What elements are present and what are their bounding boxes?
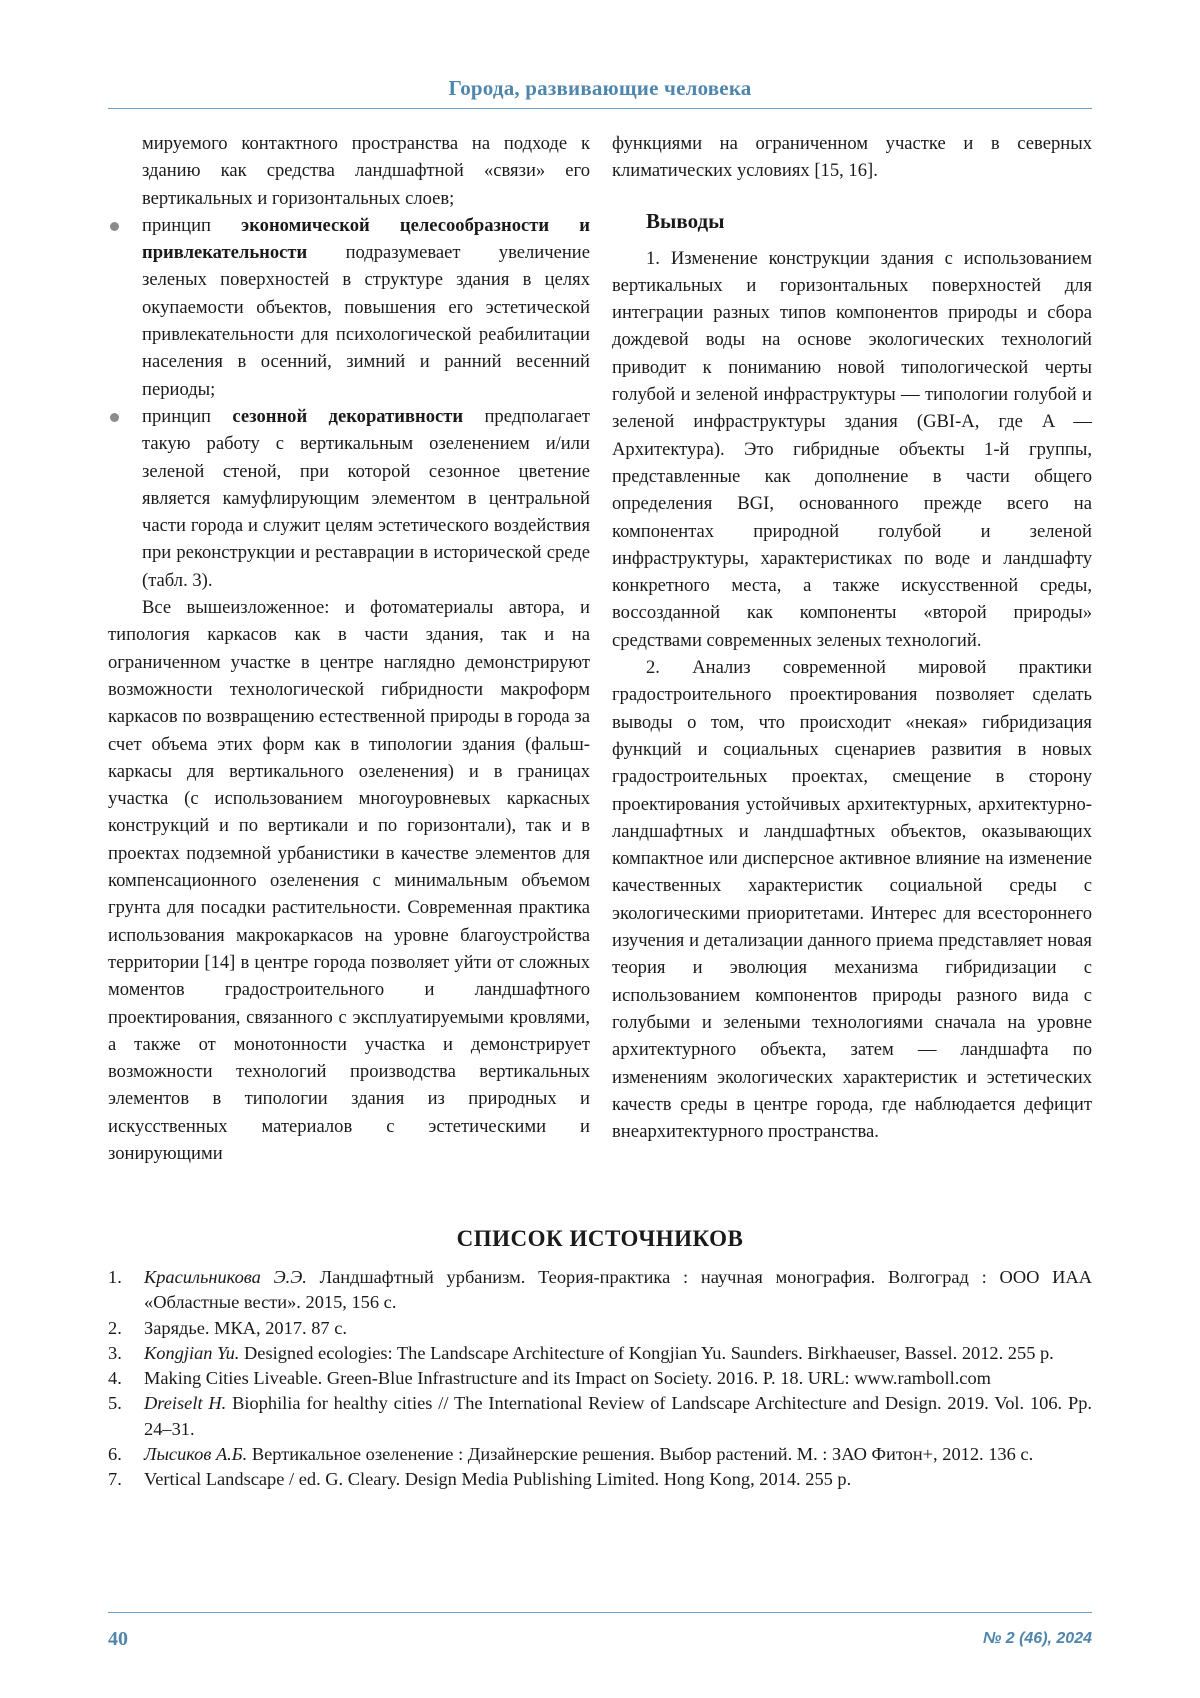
reference-text: Vertical Landscape / ed. G. Cleary. Design Media Publishing Limited. Hong Kong, 2014. 255 p. [144,1469,852,1490]
reference-text: Вертикальное озеленение : Дизайнерские решения. Выбор растений. М. : ЗАО Фитон+, 2012. 136 с. [247,1444,1034,1465]
reference-number: 2. [108,1317,122,1338]
bullet-icon [110,413,119,422]
reference-item [108,1366,1092,1391]
bullet-text: принцип [142,214,242,236]
reference-number: 3. [108,1342,122,1363]
reference-text: Biophilia for healthy cities // The International Review of Landscape Architecture and Design. 2019. Vol. 106. Pp. 24–31. [144,1393,1092,1439]
reference-item [108,1341,1092,1366]
footer-divider [108,1612,1092,1613]
body-continuation: функциями на ограниченном участке и в северных климатических условиях [15, 16]. [612,133,1092,182]
conclusion-paragraph-1: 1. Изменение конструкции здания с использованием вертикальных и горизонтальных поверхностей для интеграции разных типов компонентов природы и сбора дождевой воды на основе экологических технологий приводит к пониманию новой типологической черты голубой и зеленой инфраструктуры — типологии голубой и зеленой инфраструктуры здания (GBI-A, где A — Архитектура). Это гибридные объекты 1-й группы, представленные как дополнение в части общего определения BGI, основанного прежде всего на компонентах природной голубой и зеленой инфраструктуры, характеристиках по воде и ландшафту конкретного места, а также искусственной среды, воссозданной как компоненты «второй природы» средствами современных зеленых технологий. [612,247,1092,651]
left-column [108,130,590,1167]
reference-number: 7. [108,1469,122,1490]
issue-label: № 2 (46), 2024 [982,1630,1092,1647]
page-number: 40 [108,1628,128,1650]
conclusion-paragraph-2: 2. Анализ современной мировой практики градостроительного проектирования позволяет сделать выводы о том, что происходит «некая» гибридизация функций и социальных сценариев развития в новых градостроительных проектах, смещение в сторону проектирования устойчивых архитектурных, архитектурно-ландшафтных и ландшафтных объектов, оказывающих компактное или дисперсное активное влияние на изменение качественных характеристик социальной среды с экологическими приоритетами. Интерес для всестороннего изучения и детализации данного приема представляет новая теория и эволюция механизма гибридизации с использованием компонентов природы разного вида с голубыми и зелеными технологиями сначала на уровне архитектурного объекта, затем — ландшафта по изменениям экологических характеристик и эстетических качеств среды в центре города, где наблюдается дефицит внеархитектурного пространства. [612,657,1092,1143]
reference-item [108,1265,1092,1316]
bullet-text: принцип [142,405,233,427]
bullet-text: подразумевает увеличение зеленых поверхностей в структуре здания в целях окупаемости объектов, повышения его эстетической привлекательности для психологической реабилитации населения в осенний, зимний и ранний весенний периоды; [142,242,590,400]
reference-text: Зарядье. МКА, 2017. 87 с. [144,1317,347,1338]
reference-author: Kongjian Yu. [144,1342,240,1363]
reference-item [108,1467,1092,1492]
reference-text: Making Cities Liveable. Green-Blue Infrastructure and its Impact on Society. 2016. P. 18. URL: www.ramboll.com [144,1368,991,1389]
bullet-continuation: мируемого контактного пространства на подходе к зданию как средства ландшафтной «связи» его вертикальных и горизонтальных слоев; [142,133,590,209]
reference-author: Лысиков А.Б. [144,1444,248,1465]
reference-number: 5. [108,1393,122,1414]
body-paragraph: Все вышеизложенное: и фотоматериалы автора, и типология каркасов как в части здания, так и на ограниченном участке в центре наглядно демонстрируют возможности технологической гибридности макроформ каркасов по возвращению естественной природы в города за счет объема этих форм как в типологии здания (фальш-каркасы для вертикального озеленения) и в границах участка (с использованием многоуровневых каркасных конструкций и по вертикали и по горизонтали), так и в проектах подземной урбанистики в качестве элементов для компенсационного озеленения с минимальным объемом грунта для посадки растительности. Современная практика использования макрокаркасов на уровне благоустройства территории [14] в центре города позволяет уйти от сложных моментов градостроительного и ландшафтного проектирования, связанного с эксплуатируемыми кровлями, а также от монотонности участка и демонстрирует возможности технологий производства вертикальных элементов в типологии здания из природных и искусственных материалов с эстетическими и зонирующими [108,597,590,1164]
reference-number: 6. [108,1444,122,1465]
reference-author: Красильникова Э.Э. [144,1267,307,1287]
bullet-text: предполагает такую работу с вертикальным озеленением и/или зеленой стеной, при которой сезонное цветение является камуфлирующим элементом в центральной части города и служит целям эстетического воздействия при реконструкции и реставрации в исторической среде (табл. 3). [142,405,590,591]
reference-item [108,1391,1092,1442]
bullet-term: сезонной декоративности [232,405,464,427]
references-list [108,1265,1092,1493]
reference-item [108,1442,1092,1467]
section-heading: Выводы [646,208,725,233]
reference-item [108,1316,1092,1341]
reference-text: Ландшафтный урбанизм. Теория-практика : научная монография. Волгоград : ООО ИАА «Областные вести». 2015, 156 с. [144,1267,1093,1313]
bullet-item-economic [108,212,590,403]
reference-text: Designed ecologies: The Landscape Architecture of Kongjian Yu. Saunders. Birkhaeuser, Bassel. 2012. 255 p. [239,1342,1054,1363]
bullet-item-seasonal [108,403,590,594]
right-column [612,130,1092,1145]
header-divider [108,108,1092,109]
running-header: Города, развивающие человека [448,76,752,100]
reference-number: 4. [108,1368,122,1389]
bullet-icon [110,222,119,231]
reference-number: 1. [108,1267,122,1287]
references-heading: СПИСОК ИСТОЧНИКОВ [456,1226,744,1251]
bullet-term: экономической целесообразности и привлекательности [142,214,590,264]
reference-author: Dreiselt H. [144,1393,227,1414]
